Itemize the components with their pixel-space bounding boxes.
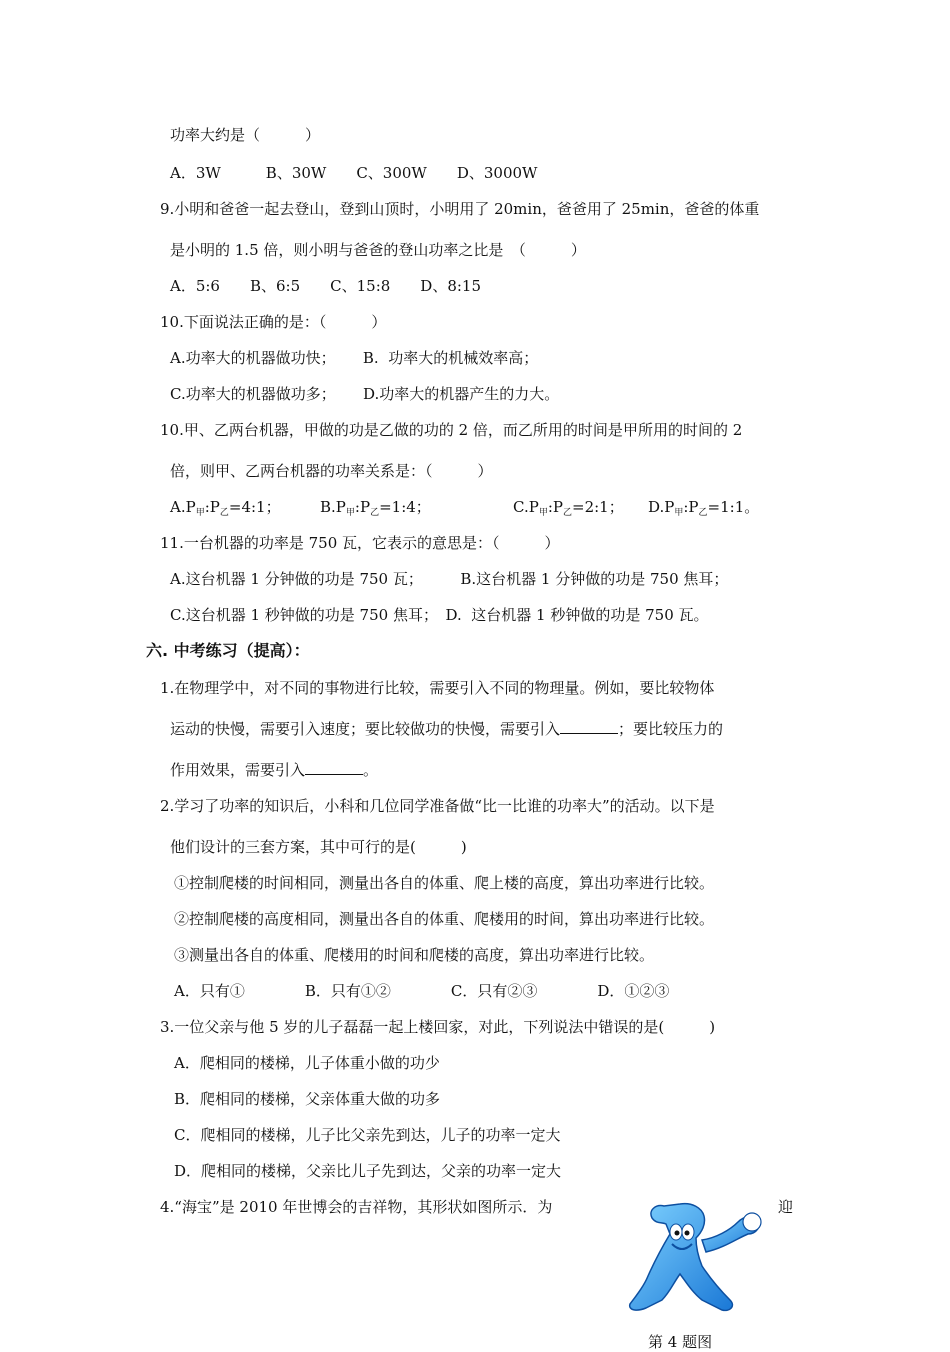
q9-stem-line1: 9.小明和爸爸一起去登山，登到山顶时，小明用了 20min，爸爸用了 25min，爸爸的体重 (160, 200, 760, 218)
q10b-option-c: $C.P_甲:P_乙=2:1$； (513, 498, 624, 518)
q10b-option-b: $B.P_甲:P_乙=1:4$； (320, 498, 431, 518)
q11-stem: 11.一台机器的功率是 750 瓦，它表示的意思是：（ ） (160, 534, 560, 552)
p2-plan-2: ②控制爬楼的高度相同，测量出各自的体重、爬楼用的时间，算出功率进行比较。 (174, 910, 715, 928)
fill-blank-2[interactable] (305, 760, 363, 775)
p2-stem-line2: 他们设计的三套方案，其中可行的是( ) (170, 838, 467, 856)
p1-stem-line1: 1.在物理学中，对不同的事物进行比较，需要引入不同的物理量。例如，要比较物体 (160, 679, 715, 697)
q9-stem-line2: 是小明的 1.5 倍，则小明与爸爸的登山功率之比是 （ ） (170, 241, 586, 259)
haibao-mascot-figure (626, 1200, 768, 1314)
q10b-stem-line1: 10.甲、乙两台机器，甲做的功是乙做的功的 2 倍，而乙所用的时间是甲所用的时间的 2 (160, 421, 743, 439)
q8-stem-continuation: 功率大约是（ ） (170, 126, 321, 144)
q10a-options-cd: C.功率大的机器做功多； D.功率大的机器产生的力大。 (170, 385, 560, 403)
p2-plan-3: ③测量出各自的体重、爬楼用的时间和爬楼的高度，算出功率进行比较。 (174, 946, 655, 964)
p4-stem: 4.“海宝”是 2010 年世博会的吉祥物，其形状如图所示．为 (160, 1198, 553, 1216)
p2-options: A．只有① B．只有①② C．只有②③ D．①②③ (174, 982, 670, 1000)
q8-options: A．3W B、30W C、300W D、3000W (170, 164, 538, 182)
p2-plan-1: ①控制爬楼的时间相同，测量出各自的体重、爬上楼的高度，算出功率进行比较。 (174, 874, 715, 892)
q11-options-cd: C.这台机器 1 秒钟做的功是 750 焦耳； D. 这台机器 1 秒钟做的功是 750 瓦。 (170, 606, 709, 624)
q10b-stem-line2: 倍，则甲、乙两台机器的功率关系是：（ ） (170, 462, 493, 480)
q10b-option-d: $D.P_甲:P_乙=1:1$。 (648, 498, 760, 518)
q9-options: A．5:6 B、6:5 C、15:8 D、8:15 (170, 277, 482, 295)
q10a-options-ab: A.功率大的机器做功快； B. 功率大的机械效率高； (170, 349, 539, 367)
p3-option-c: C．爬相同的楼梯，儿子比父亲先到达，儿子的功率一定大 (174, 1126, 561, 1144)
p3-option-d: D．爬相同的楼梯，父亲比儿子先到达，父亲的功率一定大 (174, 1162, 562, 1180)
q10b-option-a: $A.P_甲:P_乙=4:1$； (170, 498, 281, 518)
section-heading: 六. 中考练习（提高）： (146, 641, 310, 660)
p2-stem-line1: 2.学习了功率的知识后，小科和几位同学准备做“比一比谁的功率大”的活动。以下是 (160, 797, 715, 815)
p4-stem-tail: 迎 (778, 1198, 794, 1216)
p1-stem-line2: 运动的快慢，需要引入速度；要比较做功的快慢，需要引入 ；要比较压力的 (170, 720, 724, 738)
p3-option-a: A．爬相同的楼梯，儿子体重小做的功少 (174, 1054, 440, 1072)
q10a-stem: 10.下面说法正确的是：（ ） (160, 313, 387, 331)
p3-option-b: B．爬相同的楼梯，父亲体重大做的功多 (174, 1090, 441, 1108)
figure-caption: 第 4 题图 (648, 1333, 713, 1351)
fill-blank-1[interactable] (560, 719, 618, 734)
p1-stem-line3: 作用效果，需要引入 。 (170, 761, 379, 779)
q11-options-ab: A.这台机器 1 分钟做的功是 750 瓦； B.这台机器 1 分钟做的功是 750 焦耳； (170, 570, 729, 588)
p3-stem: 3.一位父亲与他 5 岁的儿子磊磊一起上楼回家，对此，下列说法中错误的是( ) (160, 1018, 716, 1036)
